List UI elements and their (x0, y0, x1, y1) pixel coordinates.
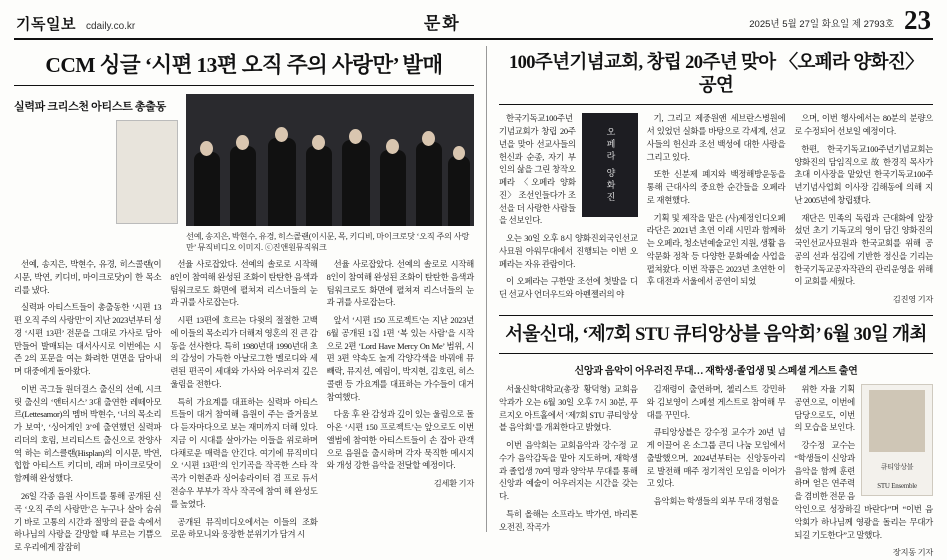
poster-subtitle: STU Ensemble (877, 481, 917, 490)
paragraph: 서울신학대학교(총장 황덕형) 교회음악과가 오는 6월 30일 오후 7시 30분, 푸르지오 아트홀에서 ‘제7회 STU 큐티앙상블 음악회’를 개최한다고 밝혔다. (499, 385, 638, 433)
bottom-right-body (499, 384, 933, 560)
page-number: 23 (904, 5, 931, 35)
paragraph: 앞서 ‘시편 150 프로젝트’는 지난 2023년 6월 공개된 1집 1편 ‘복 있는 사람’을 시작으로 2편 ‘Lord Have Mercy On Me’ 범위, 시편 3편 약속도 높게 각양각색을 바꿔애 뮤 빼락, 뮤지션, 예림이, 박지현, 김호린, 히스콜랜 등 가요계를 대표하는 가수들이 대거 참여했다. (326, 316, 474, 402)
paragraph: 기, 그리고 제중원앤 세브란스병원에서 있었던 실화를 바탕으로 각세계, 선교사들의 헌신과 조선 백성에 대한 사랑을 그리고 있다. (646, 114, 786, 162)
paragraph: 위한 자율 기획 공연으로, 이번에 담당으로도, 이번의 모습을 보인다. (794, 385, 856, 433)
right-column (487, 46, 934, 558)
masthead-right (749, 7, 931, 34)
paragraph: 한편, 한국기독교100주년기념교회는 양화진의 담임직으로 故 한경직 목사가 초대 이사장을 맡았던 한국기독교100주년기념사업회 이사장 김해동에 의해 지난 2005년에 창립됐다. (794, 144, 934, 205)
poster-image (869, 390, 925, 452)
paragraph: 선예, 송지은, 박현수, 유경, 히스콜랜(이시문, 박연, 키디비, 마이크로닷)이 한 목소리를 냈다. (14, 260, 162, 295)
paragraph: 오는 30일 오후 8시 양화진외국인선교사묘원 아워무대에서 진행되는 이번 오페라는 자유 관람이다. (499, 234, 638, 269)
paragraph: 음악회는 학생들의 외부 무대 경험을 (653, 497, 779, 507)
main-body-col-1 (14, 259, 161, 560)
main-article-top (14, 94, 474, 228)
paragraph: 김재령이 출연하며, 첼리스트 강민하와 김보영이 스페셜 게스트로 참여해 무대를 꾸민다. (646, 385, 786, 420)
main-article-byline: 김세환 기자 (433, 479, 474, 489)
bottom-right-col-2 (647, 384, 786, 560)
paragraph: 기획 및 제작을 맡은 (사)제정인디오페라단은 2021년 초연 이래 시민과 함께하는 오페라, 청소년예술교인 지원, 생활 음악문화 정착 등 다양한 문화예술 사업을 펼쳐왔다. 이번 작품은 2023년 초연한 이후 대전과 서울에서 공연이 되었 (646, 213, 786, 287)
paragraph: 선율 사로잡았다. 선예의 솔로로 시작해 8인이 참여해 완성된 조화이 탄탄한 음색과 팀워크로도 화면에 펼쳐져 리스너들의 눈과 귀를 사로잡는다. (170, 260, 318, 308)
poster-title: 큐티앙상블 (880, 462, 914, 471)
top-right-headline-rule (499, 104, 933, 105)
paragraph: 재단은 민족의 독립과 근대화에 앞장섰던 초기 기독교의 영이 담긴 양화진의 국인선교사묘원과 한국교회를 위해 공공의 선과 섬김에 기반한 정신을 기리는 한국기독교공자작관의 관리운영을 위해 이 교회를 세웠다. (794, 213, 934, 287)
bottom-right-col-1 (499, 384, 638, 560)
left-column (14, 46, 486, 553)
paragraph: 이 오페라는 구한말 조선에 첫발을 디딘 선교사 언더우드와 아펜젤러의 야 (499, 277, 638, 300)
paragraph: 이번 음악회는 교회음악과 강수정 교수가 음악감독을 맡아 지도하며, 재학생과 졸업생 70여 명과 양악부 무대를 통해 신앙과 예술이 어우러지는 시간을 갖는다. (499, 441, 638, 502)
top-right-byline: 김진영 기자 (892, 295, 934, 305)
top-right-body (499, 113, 933, 307)
paragraph: 이번 곡그들 원더걸스 출신의 선예, 시크릿 출신의 ‘앤터시스’ 3대 출연한 레떼아모르(Lettesamor)의 멤버 박현수, ‘너의 목소리가 보여’, ‘싱어게인 3’에 출연했던 실력파리더의 호림, 브리티스트 출신으로 찬양사역 하는 히스클랜(Hisplan)의 이시문, 박연, 힙합 아티스트 키디비, 래퍼 마이크로닷이 함께해 완성했다. (14, 384, 162, 484)
opera-poster-text: 오페라 양화진 (605, 126, 616, 204)
main-article-photo (186, 94, 474, 226)
masthead (14, 6, 933, 40)
paper-name: 기독일보 (16, 17, 76, 33)
paragraph: 특히 올해는 소프라노 박가연, 바리톤 오전진, 작곡가 (499, 509, 638, 532)
section-title: 문화 (423, 14, 461, 33)
issue-date: 2025년 5월 27일 화요일 제 2793호 (749, 19, 894, 30)
masthead-left (16, 13, 135, 34)
paragraph: 큐티앙상블은 강수정 교수가 20년 넘게 이끌어 온 소그룹 큰디 나눔 모임에서 출발했으며, 2024년부터는 신앙동아리로 발전해 매주 정기적인 모임을 이어가고 있다. (646, 428, 786, 489)
main-article-kicker: 실력파 크리스천 아티스트 총출동 (14, 100, 166, 113)
paragraph: 또한 신분제 폐지와 백정해방운동을 통해 근대사의 중요한 순간들을 오페라로 재현했다. (646, 170, 786, 205)
paragraph: 특히 가요계를 대표하는 실력파 아티스트들이 대거 참여해 음원이 주는 즐거움보다 듣자마다으로 보는 재미까지 더해 있다. 지금 이 시대를 살아가는 이들을 위로하며 다채로운 매력을 안긴다. 여기에 뮤직비디오 ‘시편 13편’의 인기곡을 작곡한 스타 작곡가 이현준과 싱어송라이터 겸 프로 듀서 전승우 부부가 작사 작곡에 참여 해 완성도를 높였다. (170, 397, 318, 509)
bottom-right-col-3 (794, 384, 933, 560)
paragraph: 26일 각종 음원 사이트를 통해 공개된 신곡 ‘오직 주의 사랑만’은 누구나 살아 숨쉬기 바로 고통의 시간과 절망의 끝을 속에서 하나님의 사랑을 갈망할 때 부르는 기쁨으로 우리에게 잠잠히 (14, 492, 162, 553)
paragraph: 으며, 이번 행사에서는 80분의 분량으로 수정되어 선보일 예정이다. (794, 114, 934, 137)
bottom-right-subhead: 신앙과 음악이 어우러진 무대… 재학생·졸업생 및 스페셜 게스트 출연 (574, 366, 858, 378)
bottom-right-byline: 장지동 기자 (892, 548, 934, 558)
main-article-body (14, 259, 474, 560)
main-body-col-3 (327, 259, 474, 560)
opera-poster-image (582, 113, 638, 217)
top-right-col-2 (647, 113, 786, 307)
single-cover-art (116, 120, 178, 224)
top-right-headline: 100주년기념교회, 창립 20주년 맞아 〈오페라 양화진〉 공연 (508, 53, 924, 97)
bottom-right-headline-rule (499, 353, 933, 354)
paragraph: 다움 후 완 감성과 깊이 있는 울림으로 돌아온 ‘시편 150 프로젝트’는 앞으로도 이번 앨범에 참여한 아티스트들이 손 잡아 관객으로 음원을 출시하며 각자 묵직한 메시지와 개성 강한 음악을 전달할 예정이다. (326, 410, 474, 471)
paragraph: 선율 사로잡았다. 선예의 솔로로 시작해 8인이 참여해 완성된 조화이 탄탄한 음색과 팀워크로도 화면에 펼쳐져 리스너들의 눈과 귀를 사로잡는다. (326, 260, 474, 308)
paragraph: 공개된 뮤직비디오에서는 이들의 조화 로운 하모니와 웅장한 분위기가 담겨 시 (170, 517, 318, 540)
top-right-col-3 (794, 113, 933, 307)
top-right-col-1 (499, 113, 638, 307)
main-photo-caption: 선예, 송지은, 박현수, 유경, 히스콜랜(이시문, 목, 키디비, 마이크로닷 ‘오직 주의 사랑만’ 뮤직비디오 이미지. ⓒ진앤원뮤직워크 (186, 231, 470, 252)
paragraph: 시편 13편에 흐르는 다윗의 절절한 고백에 이들의 목소리가 더해져 영혼의 진 큰 감동을 선사한다. 특히 1980년대 1990년대 초의 감성이 가득한 아날로그한 멜로디와 세련된 편곡이 세대와 가사와 어우러져 깊은 울림을 전한다. (170, 316, 318, 389)
main-article-headline: CCM 싱글 ‘시편 13편 오직 주의 사랑만’ 발매 (45, 53, 443, 77)
headline-rule (14, 85, 474, 86)
concert-poster (861, 384, 933, 496)
paragraph: 한국기독교100주년기념교회가 창립 20주년을 맞아 선교사들의 헌신과 순종, 자기 부인의 삶을 그린 창작오페라 〈오페라 양화진〉 조선인들다가 조선을 더 사랑한 사람들을 선보인다. (499, 114, 576, 226)
paragraph: 강수정 교수는 “학생들이 신앙과 음악을 함께 훈련하며 얻은 연주력을 겸비한 전문 음악인으로 성장하길 바란다”며 “이번 음악회가 하나님께 영광을 돌리는 무대가 되길 기도한다”고 말했다. (794, 441, 934, 540)
paragraph: 실력파 아티스트들이 총출동한 ‘시편 13편 오직 주의 사랑만’이 지난 2023년부터 성경 ‘시편 13편’ 전문을 그대로 가사로 담아 만들어 발매되는 대서사시로 이번에는 시즌 2의 포문을 여는 화려한 면면을 담아내며 대중에게 돌아왔다. (14, 303, 162, 377)
main-body-col-2 (170, 259, 317, 560)
page-content (14, 46, 934, 558)
bottom-right-headline: 서울신대, ‘제7회 STU 큐티앙상블 음악회’ 6월 30일 개최 (505, 324, 927, 345)
paper-url[interactable]: cdaily.co.kr (85, 21, 136, 32)
article-separator (499, 315, 933, 316)
